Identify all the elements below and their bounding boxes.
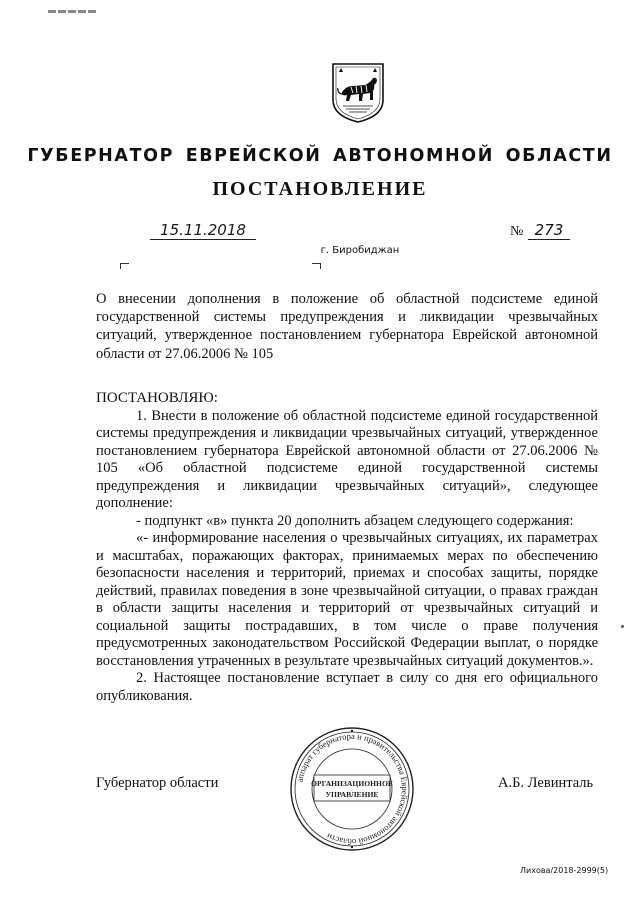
signatory-position: Губернатор области	[96, 775, 219, 791]
paragraph-2: - подпункт «в» пункта 20 дополнить абзацем следующего содержания:	[136, 512, 574, 529]
document-body	[96, 390, 598, 705]
official-stamp	[288, 725, 416, 853]
stamp-center-text: УПРАВЛЕНИЕ	[325, 790, 379, 799]
scan-marks	[48, 0, 118, 6]
footer-reference: Лихова/2018-2999(5)	[520, 866, 609, 875]
paragraph-3: «- информирование населения о чрезвычайных ситуациях, их параметрах и масштабах, поражающих факторах, принимаемых мерах по обеспечению безопасности населения и территорий, приемах и способах защиты, порядке действий, правилах поведения в зоне чрезвычайной ситуации, о правах граждан в области защиты населения и территорий от чрезвычайных ситуаций и социальной защиты пострадавших, в том числе о праве получения предусмотренных законодательством Российской Федерации выплат, о порядке восстановления утраченных в результате чрезвычайных ситуаций документов.».	[96, 530, 598, 669]
issuer-title: ГУБЕРНАТОР ЕВРЕЙСКОЙ АВТОНОМНОЙ ОБЛАСТИ	[27, 146, 613, 166]
resolve-heading: ПОСТАНОВЛЯЮ:	[96, 390, 218, 406]
paragraph-4: 2. Настоящее постановление вступает в силу со дня его официального опубликования.	[96, 670, 598, 704]
document-date: 15.11.2018	[150, 221, 256, 240]
number-label: №	[510, 224, 524, 239]
document-number: 273	[528, 221, 570, 240]
document-type: ПОСТАНОВЛЕНИЕ	[212, 178, 428, 200]
subject-corner-right	[312, 263, 321, 269]
coat-of-arms-icon	[329, 60, 387, 124]
signatory-name: А.Б. Левинталь	[498, 775, 594, 791]
subject-corner-left	[120, 263, 129, 269]
scan-dot	[621, 625, 624, 628]
document-subject: О внесении дополнения в положение об областной подсистеме единой государственной системы предупреждения и ликвидации чрезвычайных ситуаций, утвержденное постановлением губернатора Еврейской автономной области от 27.06.2006 № 105	[96, 291, 598, 362]
city: г. Биробиджан	[320, 245, 400, 256]
stamp-center-text: ОРГАНИЗАЦИОННОЕ	[311, 779, 393, 788]
paragraph-1: 1. Внести в положение об областной подсистеме единой государственной системы предупреждения и ликвидации чрезвычайных ситуаций, утвержденное постановлением губернатора Еврейской автономной области от 27.06.2006 № 105 «Об областной подсистеме единой государственной системы предупреждения и ликвидации чрезвычайных ситуаций», следующее дополнение:	[96, 407, 598, 511]
stamp-ring-text: аппарат губернатора и правительства Еврейской автономной области	[294, 730, 411, 848]
